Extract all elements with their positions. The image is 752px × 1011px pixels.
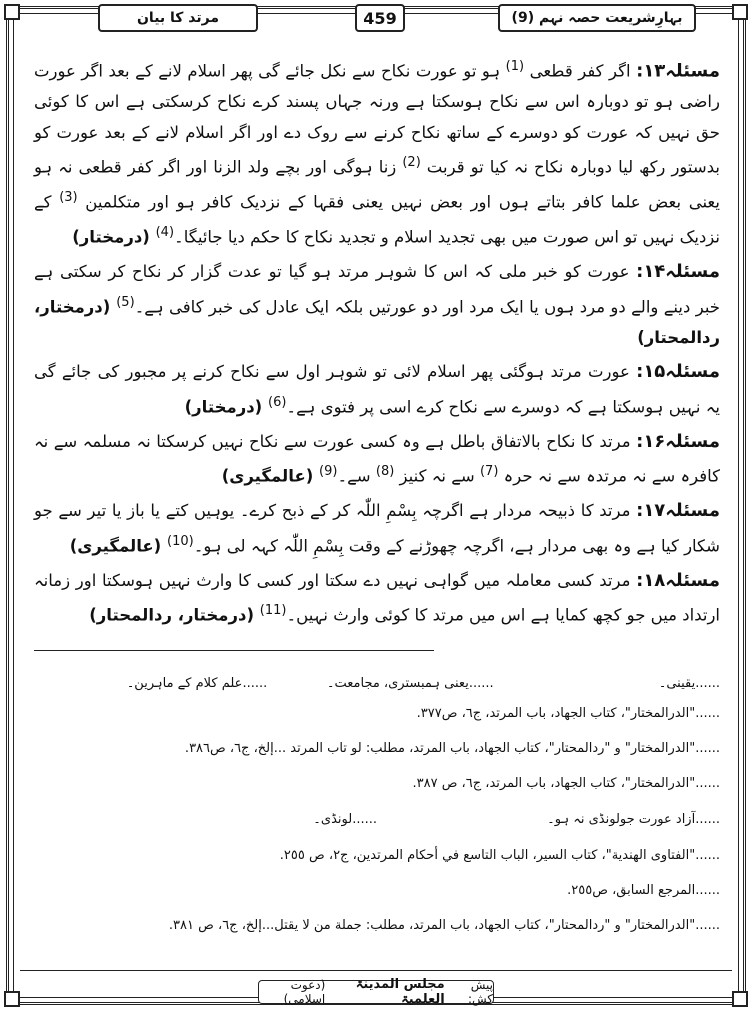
- corner-ornament: [4, 991, 20, 1007]
- footnote-ref[interactable]: (6): [267, 394, 287, 410]
- paragraph-text: ہو تو عورت نکاح سے نکل جائے گی پھر اسلام لانے کے بعد اگر عورت راضی ہو تو دوبارہ اس سے نکاح ہوسکتا ہے ورنہ جہاں پسند کرے نکاح کرسکتی ہے اس کا کوئی حق نہیں کہ عورت کو دوسرے کے ساتھ نکاح کرنے سے روک دے اور اگر اسلام لانے کے بعد عورت کو بدستور رکھ لیا دوبارہ نکاح نہ کیا تو قربت: [34, 61, 720, 177]
- footnote-2: ......یعنی ہمبستری، مجامعت۔: [326, 676, 494, 691]
- footnote-ref[interactable]: (3): [59, 190, 78, 205]
- masala-label: مسئلہ۱۶:: [636, 430, 720, 452]
- book-title: بہارِشریعت حصہ نہم (9): [498, 4, 696, 32]
- footnote-ref[interactable]: (7): [479, 464, 499, 479]
- footnote-1: ......یقینی۔: [658, 676, 720, 691]
- footnote-11: ......"الدرالمختار" و "ردالمحتار"، كتاب الجهاد، باب المرتد، مطلب: جملة من لا يقتل...إلخ، ج٦، ص ٣٨١.: [168, 918, 720, 933]
- paragraph-masala-17: [34, 496, 720, 562]
- paragraph-text: اگر کفر قطعی: [524, 61, 637, 81]
- page-footer: [258, 977, 494, 1007]
- source-citation: (عالمگیری): [69, 536, 167, 555]
- paragraph-masala-13: [34, 52, 720, 253]
- footnote-row-7-8: [34, 812, 720, 827]
- footnote-6: ......"الدرالمختار"، كتاب الجهاد، باب المرتد، ج٦، ص ٣٨٧.: [412, 776, 720, 791]
- footnote-8: ......لونڈی۔: [313, 812, 377, 827]
- masala-label: مسئلہ۱۵:: [636, 361, 720, 382]
- paragraph-text: عورت مرتد ہوگئی پھر اسلام لائی تو شوہر اول سے نکاح کرنے پر مجبور کی جائے گی یہ نہیں ہوسکتا ہے کہ دوسرے سے نکاح کرے اسی پر فتوی ہے۔: [34, 362, 720, 416]
- footer-prefix: پیش کش:: [467, 978, 493, 1006]
- paragraph-text: مرتد کا ذبیحہ مردار ہے اگرچہ بِسْمِ اللّٰہ کر کے ذبح کرے۔ یوہیں کتے یا باز یا تیر سے جو شکار کیا ہے وہ بھی مردار ہے، اگرچہ چھوڑنے کے وقت بِسْمِ اللّٰہ کہہ لی ہو۔: [34, 501, 720, 555]
- footnote-7: ......آزاد عورت جولونڈی نہ ہو۔: [547, 812, 720, 827]
- masala-label: مسئلہ۱۳:: [636, 60, 720, 82]
- paragraph-text: کے نزدیک نہیں تو اس صورت میں بھی تجدید اسلام و تجدید نکاح کا حکم دیا جائیگا۔: [34, 192, 720, 247]
- source-citation: (درمختار): [184, 397, 268, 416]
- masala-label: مسئلہ۱۴:: [636, 261, 720, 282]
- masala-label: مسئلہ۱۷:: [636, 500, 720, 521]
- footnote-3: ......علم کلام کے ماہرین۔: [126, 676, 268, 691]
- footer-suffix: (دعوت اسلامی): [283, 978, 326, 1006]
- main-text: [34, 52, 720, 635]
- paragraph-masala-16: [34, 427, 720, 493]
- paragraph-masala-15: [34, 357, 720, 423]
- footnote-ref[interactable]: (1): [505, 59, 525, 74]
- footnote-ref[interactable]: (4): [155, 225, 175, 240]
- paragraph-text: زنا ہوگی اور بچے ولد الزنا اور اگر کفر قطعی نہ ہو یعنی بعض علما کافر بتاتے ہوں اور بعض نہیں یعنی فقہا کے نزدیک کافر ہو اور متکلمین: [34, 157, 720, 212]
- paragraph-text: مرتد کسی معاملہ میں گواہی نہیں دے سکتا اور کسی کا وارث نہیں ہوسکتا اور زمانہ ارتداد میں جو کچھ کمایا ہے اس میں مرتد کا کوئی وارث نہیں۔: [34, 570, 720, 625]
- footnote-divider: [34, 650, 434, 651]
- page-header: [28, 4, 724, 32]
- paragraph-text: مرتد کا نکاح بالاتفاق باطل ہے وہ کسی عورت سے نکاح نہیں کرسکتا نہ مسلمہ سے نہ کافرہ سے نہ مرتدہ سے نہ حرہ: [34, 431, 720, 486]
- paragraph-masala-14: [34, 257, 720, 353]
- footnote-row-1-3: [34, 676, 720, 691]
- source-citation: (درمختار، ردالمحتار): [89, 605, 260, 625]
- paragraph-masala-18: [34, 566, 720, 632]
- footnote-4: ......"الدرالمختار"، كتاب الجهاد، باب المرتد، ج٦، ص٣٧٧.: [416, 706, 720, 721]
- footnote-ref[interactable]: (2): [402, 155, 421, 170]
- footnote-ref[interactable]: (8): [375, 464, 395, 479]
- corner-ornament: [4, 4, 20, 20]
- paragraph-text: عورت کو خبر ملی کہ اس کا شوہر مرتد ہو گیا تو عدت گزار کر نکاح کر سکتی ہے خبر دینے والے دو مرد ہوں یا ایک مرد اور دو عورتیں بلکہ ایک عادل کی خبر کافی ہے۔: [34, 262, 720, 316]
- source-citation: (درمختار، ردالمحتار): [34, 297, 720, 347]
- footnote-ref[interactable]: (10): [166, 533, 194, 549]
- source-citation: (درمختار): [72, 227, 156, 247]
- footer-divider: [20, 970, 732, 971]
- footnote-5: ......"الدرالمختار" و "ردالمحتار"، كتاب الجهاد، باب المرتد، مطلب: لو تاب المرتد ...إلخ، ج٦، ص٣٨٦.: [184, 741, 720, 756]
- footnote-9: ......"الفتاوى الهندية"، كتاب السير، الباب التاسع في أحكام المرتدين، ج٢، ص ٢٥٥.: [279, 848, 720, 863]
- masala-label: مسئلہ۱۸:: [636, 569, 720, 591]
- paragraph-text: سے۔: [337, 466, 376, 486]
- footnote-ref[interactable]: (5): [116, 294, 135, 310]
- footer-organization: مجلس المدینۃ العلمیۃ: [355, 977, 445, 1007]
- source-citation: (عالمگیری): [221, 466, 320, 486]
- footnote-ref[interactable]: (9): [319, 464, 338, 479]
- corner-ornament: [732, 4, 748, 20]
- footnote-10: ......المرجع السابق، ص٢٥٥.: [567, 883, 720, 898]
- footnote-ref[interactable]: (11): [259, 603, 287, 618]
- page-number: 459: [355, 4, 405, 32]
- corner-ornament: [732, 991, 748, 1007]
- paragraph-text: سے نہ کنیز: [394, 466, 480, 486]
- chapter-title: مرتد کا بیان: [98, 4, 258, 32]
